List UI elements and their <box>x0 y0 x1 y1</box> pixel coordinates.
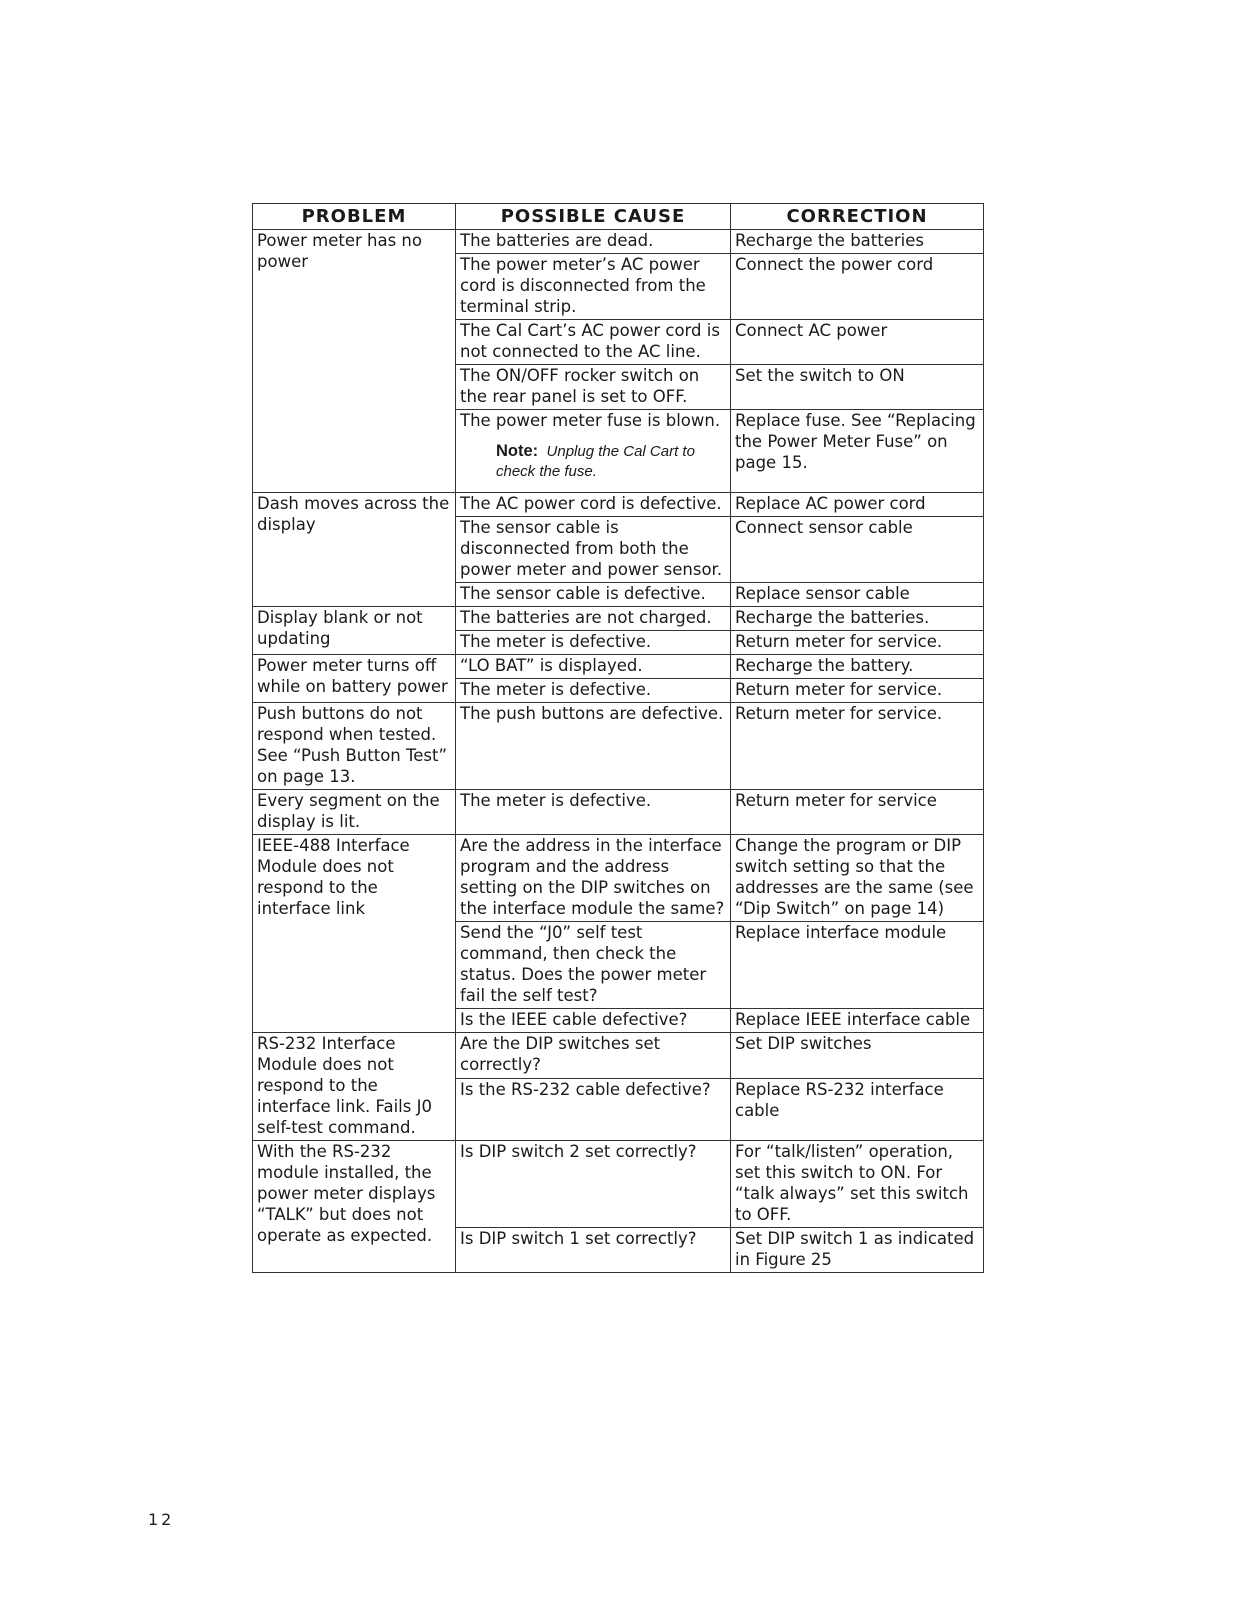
cause-cell: Is the IEEE cable defective? <box>456 1009 731 1033</box>
table-row <box>253 703 984 790</box>
cause-cell: The meter is defective. <box>456 631 731 655</box>
table-row <box>253 1141 984 1228</box>
problem-cell: Every segment on the display is lit. <box>253 790 456 835</box>
cause-cell: The push buttons are defective. <box>456 703 731 790</box>
problem-cell: Power meter turns off while on battery power <box>253 655 456 703</box>
cause-cell: The AC power cord is defective. <box>456 493 731 517</box>
problem-cell: Power meter has no power <box>253 230 456 493</box>
table-row <box>253 493 984 517</box>
header-possible-cause: POSSIBLE CAUSE <box>456 204 731 230</box>
correction-cell: Replace RS-232 interface cable <box>731 1078 984 1140</box>
cause-cell: Are the address in the interface program and the address setting on the DIP switches on the interface module the same? <box>456 835 731 922</box>
correction-cell: Connect the power cord <box>731 254 984 320</box>
correction-cell: Return meter for service. <box>731 631 984 655</box>
cause-cell: Send the “J0” self test command, then check the status. Does the power meter fail the self test? <box>456 922 731 1009</box>
table-row <box>253 230 984 254</box>
cause-cell: The meter is defective. <box>456 790 731 835</box>
cause-cell: The sensor cable is defective. <box>456 583 731 607</box>
correction-cell: Set DIP switch 1 as indicated in Figure 25 <box>731 1228 984 1273</box>
cause-cell: Is DIP switch 2 set correctly? <box>456 1141 731 1228</box>
table-row <box>253 655 984 679</box>
correction-cell: Return meter for service. <box>731 703 984 790</box>
cause-cell: “LO BAT” is displayed. <box>456 655 731 679</box>
problem-cell: Push buttons do not respond when tested. See “Push Button Test” on page 13. <box>253 703 456 790</box>
table-row <box>253 607 984 631</box>
correction-cell: Replace AC power cord <box>731 493 984 517</box>
cause-cell: Are the DIP switches set correctly? <box>456 1033 731 1079</box>
correction-cell: Set the switch to ON <box>731 365 984 410</box>
troubleshooting-table <box>252 203 984 1273</box>
cause-cell: The sensor cable is disconnected from both the power meter and power sensor. <box>456 517 731 583</box>
correction-cell: Connect AC power <box>731 320 984 365</box>
header-correction: CORRECTION <box>731 204 984 230</box>
problem-cell: RS-232 Interface Module does not respond to the interface link. Fails J0 self-test command. <box>253 1033 456 1141</box>
header-problem: PROBLEM <box>253 204 456 230</box>
correction-cell: Replace sensor cable <box>731 583 984 607</box>
correction-cell: Return meter for service. <box>731 679 984 703</box>
correction-cell: Recharge the batteries <box>731 230 984 254</box>
cause-cell: The meter is defective. <box>456 679 731 703</box>
cause-cell: Is DIP switch 1 set correctly? <box>456 1228 731 1273</box>
correction-cell: Set DIP switches <box>731 1033 984 1079</box>
correction-cell: Change the program or DIP switch setting so that the addresses are the same (see “Dip Switch” on page 14) <box>731 835 984 922</box>
problem-cell: IEEE-488 Interface Module does not respond to the interface link <box>253 835 456 1033</box>
correction-cell: Return meter for service <box>731 790 984 835</box>
cause-cell: The Cal Cart’s AC power cord is not connected to the AC line. <box>456 320 731 365</box>
note-text: Unplug the Cal Cart to check the fuse. <box>496 443 695 480</box>
cause-cell: The batteries are not charged. <box>456 607 731 631</box>
page-number: 12 <box>148 1510 175 1529</box>
table-row <box>253 790 984 835</box>
problem-cell: With the RS-232 module installed, the power meter displays “TALK” but does not operate as expected. <box>253 1141 456 1273</box>
correction-cell: Connect sensor cable <box>731 517 984 583</box>
problem-cell: Display blank or not updating <box>253 607 456 655</box>
problem-cell: Dash moves across the display <box>253 493 456 607</box>
table-header-row <box>253 204 984 230</box>
note-label: Note: <box>496 442 539 460</box>
correction-cell: Replace fuse. See “Replacing the Power Meter Fuse” on page 15. <box>731 410 984 493</box>
cause-cell: The ON/OFF rocker switch on the rear panel is set to OFF. <box>456 365 731 410</box>
cause-text: The power meter fuse is blown. <box>460 411 721 430</box>
correction-cell: Replace interface module <box>731 922 984 1009</box>
cause-cell <box>456 410 731 493</box>
note <box>496 441 727 482</box>
correction-cell: Recharge the battery. <box>731 655 984 679</box>
correction-cell: For “talk/listen” operation, set this switch to ON. For “talk always” set this switch to OFF. <box>731 1141 984 1228</box>
cause-cell: The power meter’s AC power cord is disconnected from the terminal strip. <box>456 254 731 320</box>
cause-cell: The batteries are dead. <box>456 230 731 254</box>
table-row <box>253 1033 984 1079</box>
cause-cell: Is the RS-232 cable defective? <box>456 1078 731 1140</box>
table-row <box>253 835 984 922</box>
correction-cell: Recharge the batteries. <box>731 607 984 631</box>
correction-cell: Replace IEEE interface cable <box>731 1009 984 1033</box>
